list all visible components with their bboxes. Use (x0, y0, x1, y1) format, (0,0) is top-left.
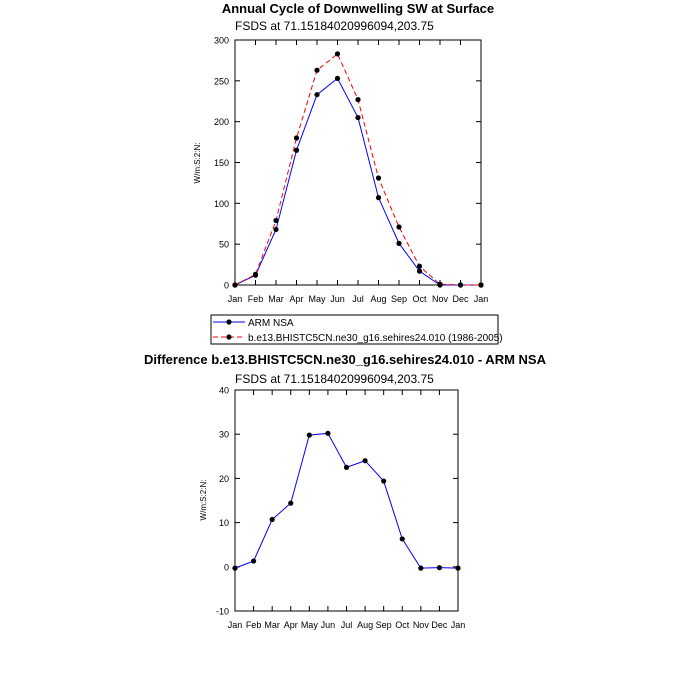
chart-2-x-tick-label: Jul (340, 620, 353, 630)
chart-2-x-tick-label: Jan (450, 620, 466, 630)
chart-1-legend (211, 315, 503, 344)
chart-1-ylabel: W/m:S:2:N: (193, 142, 202, 184)
chart-1-title: Annual Cycle of Downwelling SW at Surface (221, 1, 495, 16)
chart-1-x-tick-label: Apr (289, 294, 304, 304)
legend-label-arm: ARM NSA (248, 318, 294, 329)
chart-1-series-2-point (437, 282, 442, 287)
chart-1-series-2-line (235, 54, 481, 285)
chart-1-series-2-point (478, 282, 483, 287)
chart-2-series-1-line (235, 433, 458, 568)
chart-1-y-tick-label: 250 (213, 76, 229, 87)
chart-1-x-tick-label: Jun (330, 294, 345, 304)
chart-1-series-2-point (458, 282, 463, 287)
chart-1-y-tick-label: 50 (218, 239, 229, 250)
chart-2-series-1-point (362, 458, 367, 463)
chart-1-series-1-point (376, 195, 381, 200)
chart-2-series (232, 431, 460, 571)
chart-1-series-2-point (355, 97, 360, 102)
chart-2-y-tick-label: 40 (218, 385, 229, 396)
chart-2-series-1-point (381, 478, 386, 483)
chart-1-x-tick-label: Nov (431, 294, 449, 304)
chart-2-series-1-point (232, 566, 237, 571)
chart-1-plot-frame (235, 40, 481, 285)
chart-1-x-tick-label: Aug (370, 294, 387, 304)
chart-1-x-tick-label: Sep (390, 294, 408, 304)
legend-label-model: b.e13.BHISTC5CN.ne30_g16.sehires24.010 (1986-2005) (248, 333, 503, 344)
chart-2-y-tick-label: 20 (218, 473, 229, 484)
chart-2-subtitle: FSDS at 71.15184020996094,203.75 (235, 372, 434, 386)
chart-2-x-tick-label: Aug (357, 620, 374, 630)
chart-2-title: Difference b.e13.BHISTC5CN.ne30_g16.sehires24.010 - ARM NSA (144, 352, 546, 367)
chart-2-series-1-point (418, 566, 423, 571)
chart-2-x-tick-label: Jan (227, 620, 243, 630)
chart-2-series-1-point (437, 565, 442, 570)
chart-1-x-tick-label: Jan (473, 294, 489, 304)
chart-1-series-2-point (294, 135, 299, 140)
chart-2-y-tick-label: -10 (215, 606, 229, 617)
chart-1-series-1-point (314, 92, 319, 97)
chart-1-x-tick-label: Jul (352, 294, 364, 304)
chart-1-x-tick-label: Jan (227, 294, 243, 304)
chart-2-x-tick-label: Sep (375, 620, 392, 630)
chart-1-subtitle: FSDS at 71.15184020996094,203.75 (235, 19, 434, 33)
chart-2-series-1-point (288, 501, 293, 506)
chart-2-x-tick-label: May (300, 620, 318, 630)
chart-1-series-2-point (376, 175, 381, 180)
chart-1-series-1-point (273, 227, 278, 232)
chart-2-x-tick-label: Jun (320, 620, 336, 630)
chart-1-series-2-point (335, 51, 340, 56)
chart-2-y-tick-label: 0 (223, 562, 229, 573)
chart-1-series-1-line (235, 78, 481, 285)
chart-1-x-tick-label: May (308, 294, 326, 304)
chart-1-x-tick-label: Mar (268, 294, 284, 304)
chart-1-series-2-point (232, 282, 237, 287)
chart-1-series-2-point (253, 272, 258, 277)
chart-2-ylabel: W/m:S:2:N: (199, 479, 208, 521)
legend-marker-model (226, 334, 231, 339)
chart-2-series-1-point (344, 465, 349, 470)
chart-1-y-tick-label: 100 (213, 198, 229, 209)
chart-1-series-2-point (396, 224, 401, 229)
chart-1-series-1-point (355, 115, 360, 120)
chart-1-y-tick-label: 300 (213, 35, 229, 46)
chart-2-x-tick-label: Nov (412, 620, 429, 630)
chart-2-axes (216, 386, 465, 631)
chart-2-y-tick-label: 30 (218, 429, 229, 440)
chart-1-axes (214, 36, 488, 305)
legend-marker-arm (226, 319, 231, 324)
chart-1-series-2-point (417, 264, 422, 269)
chart-1-series-1-point (335, 76, 340, 81)
chart-2-x-tick-label: Apr (283, 620, 298, 630)
chart-1-series-2-point (273, 218, 278, 223)
chart-1-y-tick-label: 200 (213, 117, 229, 128)
chart-1-y-tick-label: 150 (213, 158, 229, 168)
chart-2-y-tick-label: 10 (218, 518, 229, 529)
chart-2-x-tick-label: Mar (264, 620, 280, 630)
chart-2-series-1-point (400, 536, 405, 541)
chart-2-x-tick-label: Oct (395, 620, 410, 630)
chart-2-series-1-point (455, 566, 460, 571)
chart-2-series-1-point (251, 558, 256, 563)
chart-1-series-2-point (314, 68, 319, 73)
chart-2-x-tick-label: Feb (245, 620, 262, 630)
chart-1 (193, 1, 503, 344)
chart-1-x-tick-label: Oct (412, 294, 427, 304)
chart-1-series (232, 51, 483, 287)
chart-1-x-tick-label: Dec (452, 294, 469, 304)
chart-2-series-1-point (270, 517, 275, 522)
chart-1-series-1-point (417, 269, 422, 274)
chart-1-series-1-point (294, 148, 299, 153)
chart-2-plot-frame (235, 390, 458, 611)
chart-2-x-tick-label: Dec (431, 620, 448, 630)
chart-1-y-tick-label: 0 (223, 280, 229, 291)
chart-2-series-1-point (325, 431, 330, 436)
chart-2-series-1-point (307, 432, 312, 437)
chart-1-x-tick-label: Feb (247, 294, 264, 304)
chart-1-series-1-point (396, 241, 401, 246)
chart-2 (144, 352, 547, 630)
